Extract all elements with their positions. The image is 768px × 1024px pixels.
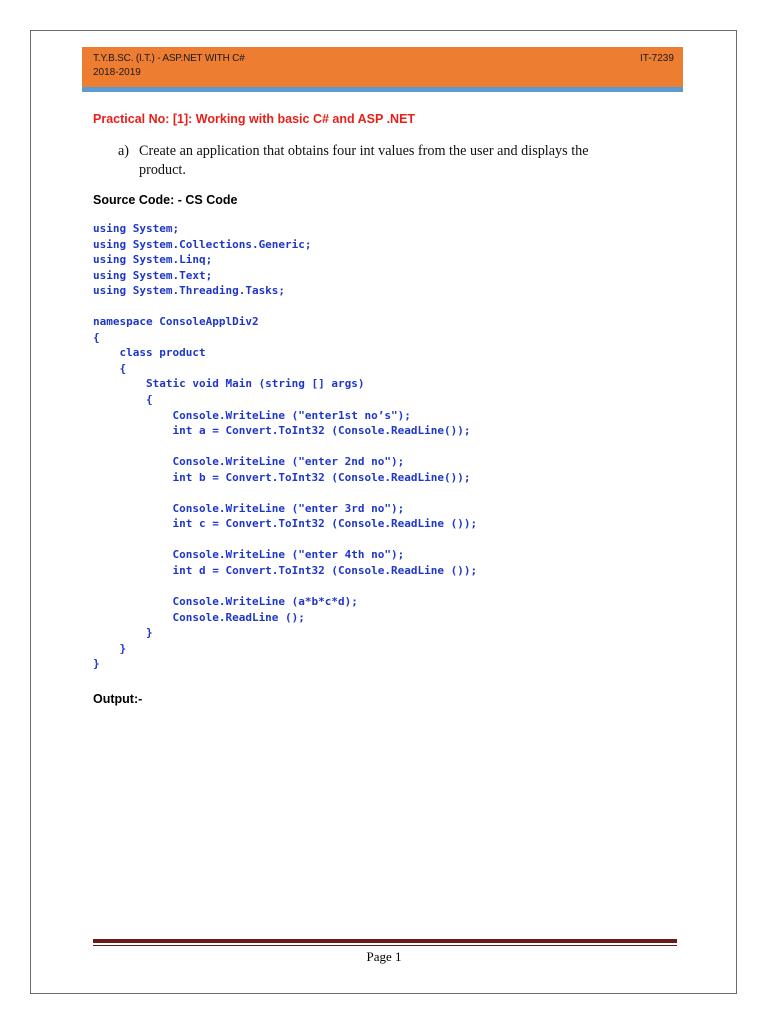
code-line: class product <box>93 346 206 360</box>
header-code: IT-7239 <box>640 53 674 64</box>
output-heading: Output:- <box>93 692 143 706</box>
code-line: Console.ReadLine (); <box>93 610 305 624</box>
code-line: } <box>93 657 100 671</box>
page-number: Page 1 <box>366 949 402 964</box>
header-accent-rule <box>82 87 683 92</box>
code-line <box>93 579 477 595</box>
header-course: T.Y.B.SC. (I.T.) - ASP.NET WITH C# <box>93 53 245 64</box>
question-text: Create an application that obtains four int values from the user and displays the product. <box>139 143 589 178</box>
code-line: Console.WriteLine ("enter 4th no"); <box>93 548 405 562</box>
code-line <box>93 485 477 501</box>
practical-title: Practical No: [1]: Working with basic C# and ASP .NET <box>93 112 416 126</box>
code-line: } <box>93 626 153 640</box>
code-line: } <box>93 641 127 655</box>
code-line: using System.Threading.Tasks; <box>93 284 286 298</box>
code-line: Static void Main (string [] args) <box>93 377 365 391</box>
code-line: Console.WriteLine ("enter 2nd no"); <box>93 455 405 469</box>
source-code-heading: Source Code: - CS Code <box>93 193 238 207</box>
footer-rule-thin <box>93 945 677 946</box>
header-year: 2018-2019 <box>93 67 141 78</box>
code-line: Console.WriteLine ("enter1st no’s"); <box>93 408 411 422</box>
code-block <box>93 221 477 672</box>
code-line <box>93 299 477 315</box>
code-line: { <box>93 393 153 407</box>
footer-rule <box>93 939 677 943</box>
code-line: using System; <box>93 222 180 235</box>
code-line: { <box>93 361 127 375</box>
code-line: using System.Collections.Generic; <box>93 237 312 251</box>
code-line <box>93 532 477 548</box>
code-line: int b = Convert.ToInt32 (Console.ReadLine()); <box>93 470 471 484</box>
code-line <box>93 439 477 455</box>
code-line: int a = Convert.ToInt32 (Console.ReadLine()); <box>93 424 471 438</box>
code-line: { <box>93 330 100 344</box>
code-line: Console.WriteLine (a*b*c*d); <box>93 595 358 609</box>
code-line: int c = Convert.ToInt32 (Console.ReadLine ()); <box>93 517 478 531</box>
code-line: using System.Linq; <box>93 253 213 267</box>
question-label: a) <box>118 143 130 159</box>
question <box>118 142 638 180</box>
code-line: int d = Convert.ToInt32 (Console.ReadLine ()); <box>93 564 478 578</box>
code-line: using System.Text; <box>93 268 213 282</box>
code-line: Console.WriteLine ("enter 3rd no"); <box>93 501 405 515</box>
code-line: namespace ConsoleApplDiv2 <box>93 315 259 329</box>
